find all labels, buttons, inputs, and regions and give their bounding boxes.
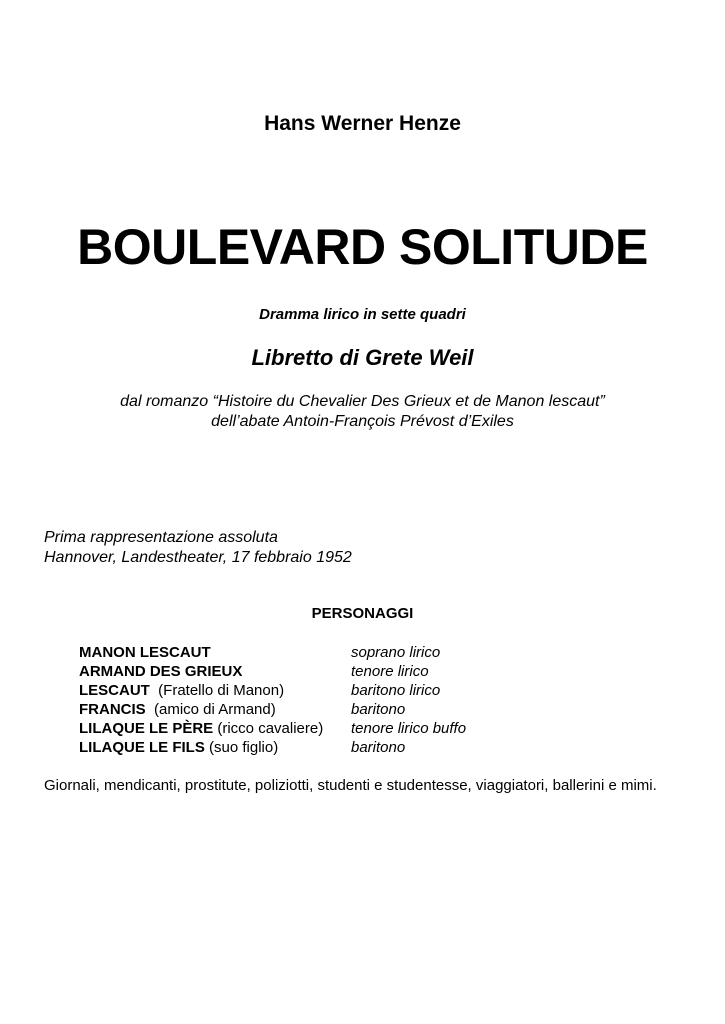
source-line-2: dell’abate Antoin-François Prévost d’Exiles xyxy=(211,413,514,430)
cast-row xyxy=(79,643,466,662)
opera-title: BOULEVARD SOLITUDE xyxy=(77,219,648,275)
premiere-line-2: Hannover, Landestheater, 17 febbraio 1952 xyxy=(44,549,352,566)
personaggi-heading xyxy=(0,605,725,622)
cast-row xyxy=(79,700,466,719)
cast-voice: baritono lirico xyxy=(351,682,441,699)
extras-paragraph: Giornali, mendicanti, prostitute, poliziotti, studenti e studentesse, viaggiatori, ballerini e mimi. xyxy=(44,777,657,794)
composer-name: Hans Werner Henze xyxy=(264,112,461,135)
cast-voice: soprano lirico xyxy=(351,644,441,661)
personaggi-heading-text: PERSONAGGI xyxy=(311,605,414,622)
cast-note: (ricco cavaliere) xyxy=(213,720,324,737)
cast-name: MANON LESCAUT xyxy=(79,644,211,661)
cast-list xyxy=(79,643,466,757)
cast-note: (amico di Armand) xyxy=(145,701,276,718)
cast-note: (Fratello di Manon) xyxy=(149,682,285,699)
cast-voice: tenore lirico xyxy=(351,663,429,680)
cast-voice: baritono xyxy=(351,701,406,718)
premiere-info xyxy=(44,528,352,568)
cast-note: (suo figlio) xyxy=(204,739,279,756)
cast-row xyxy=(79,719,466,738)
cast-name: ARMAND DES GRIEUX xyxy=(79,663,243,680)
cast-name: LILAQUE LE FILS xyxy=(79,739,205,756)
cast-row xyxy=(79,662,466,681)
source-line-1: dal romanzo “Histoire du Chevalier Des Grieux et de Manon lescaut” xyxy=(120,393,605,410)
cast-voice: tenore lirico buffo xyxy=(351,720,467,737)
opera-subtitle: Dramma lirico in sette quadri xyxy=(259,306,466,323)
cast-voice: baritono xyxy=(351,739,406,756)
libretto-credit: Libretto di Grete Weil xyxy=(251,345,474,370)
cast-name: LILAQUE LE PÈRE xyxy=(79,720,214,737)
premiere-line-1: Prima rappresentazione assoluta xyxy=(44,529,278,546)
cast-row xyxy=(79,738,466,757)
source-credit xyxy=(0,392,725,432)
cast-name: FRANCIS xyxy=(79,701,146,718)
cast-row xyxy=(79,681,466,700)
cast-name: LESCAUT xyxy=(79,682,150,699)
